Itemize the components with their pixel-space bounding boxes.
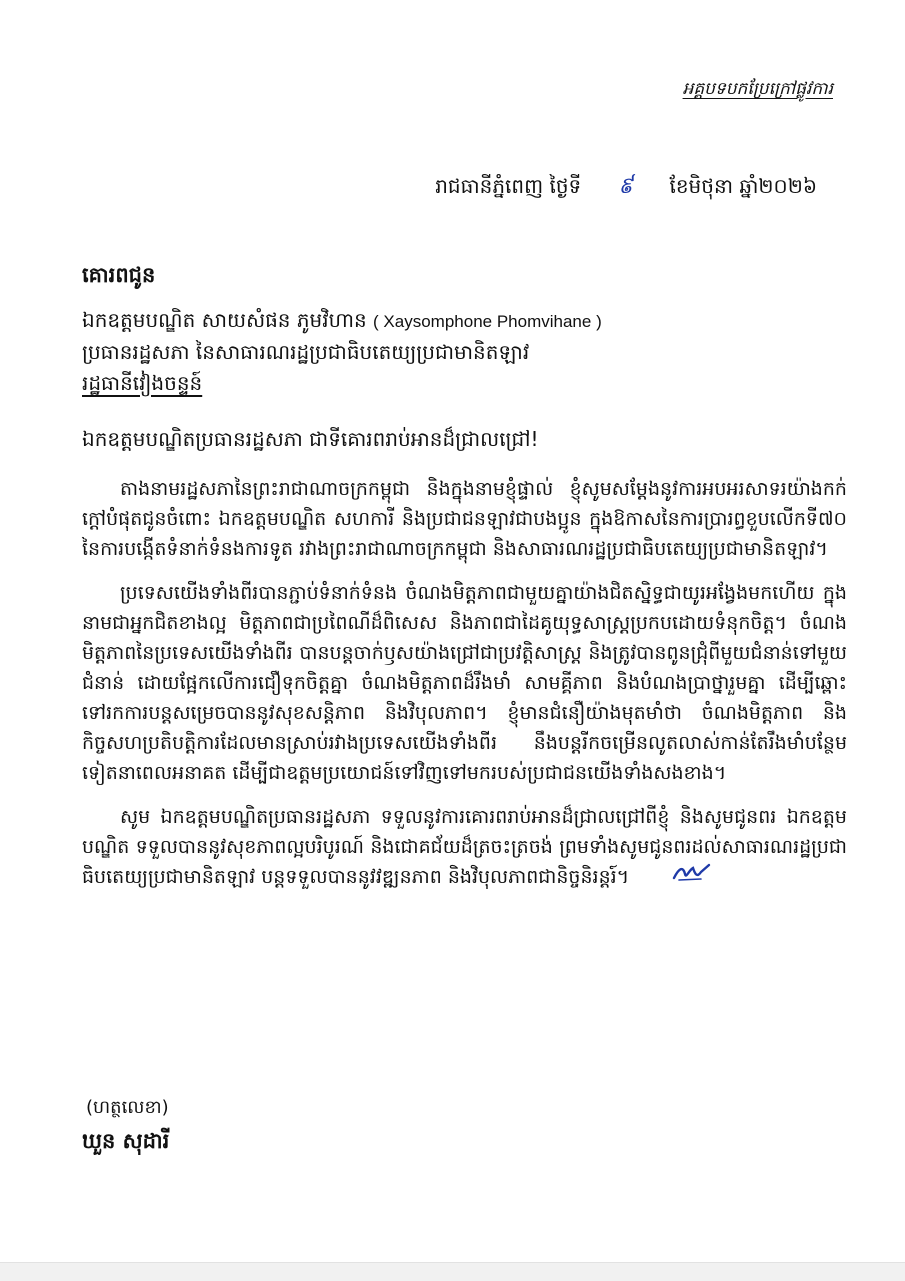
signature-block [82, 1095, 169, 1159]
paragraph-friendship: ប្រទេសយើងទាំងពីរបានភ្ជាប់ទំនាក់ទំនង ចំណងមិត្តភាពជាមួយគ្នាយ៉ាងជិតស្និទ្ធជាយូរអង្វែងមកហើយ ក្នុងនាមជាអ្នកជិតខាងល្អ មិត្តភាពជាប្រពៃណីដ៏ពិសេស និងភាពជាដៃគូយុទ្ធសាស្ត្រប្រកបដោយទំនុកចិត្ត។ ចំណងមិត្តភាពនៃប្រទេសយើងទាំងពីរ បានបន្តចាក់ឫសយ៉ាងជ្រៅជាប្រវត្តិសាស្ត្រ និងត្រូវបានពូនជ្រុំពីមួយជំនាន់ទៅមួយជំនាន់ ដោយផ្អែកលើការជឿទុកចិត្តគ្នា ចំណងមិត្តភាពដ៏រឹងមាំ សាមគ្គីភាព និងបំណងប្រាថ្នារួមគ្នា ដើម្បីឆ្ពោះទៅរកការបន្តសម្រេចបាននូវសុខសន្តិភាព និងវិបុលភាព។ ខ្ញុំមានជំនឿយ៉ាងមុតមាំថា ចំណងមិត្តភាព និងកិច្ចសហប្រតិបត្តិការដែលមានស្រាប់រវាងប្រទេសយើងទាំងពីរ នឹងបន្តរីកចម្រើនលូតលាស់កាន់តែរឹងមាំបន្ថែមទៀតនាពេលអនាគត ដើម្បីជាឧត្តមប្រយោជន៍ទៅវិញទៅមករបស់ប្រជាជនយើងទាំងសងខាង។ [82, 582, 847, 784]
recipient-name-km: ឯកឧត្តមបណ្ឌិត សាយសំផន ភូមវិហាន [82, 308, 367, 332]
recipient-heading: គោរពជូន [82, 263, 156, 287]
recipient-position: ប្រធានរដ្ឋសភា នៃសាធារណរដ្ឋប្រជាធិបតេយ្យប្រជាមានិតឡាវ [82, 340, 530, 364]
date-line [435, 172, 817, 204]
letter-body [82, 474, 847, 907]
recipient-name-latin: ( Xaysomphone Phomvihane ) [373, 312, 602, 331]
signature-title: (ហត្ថលេខា) [86, 1097, 169, 1118]
recipient-city: រដ្ឋធានីវៀងចន្ទន៍ [82, 371, 203, 395]
recipient-block [82, 262, 842, 399]
recipient-name-line [82, 305, 842, 337]
date-prefix: រាជធានីភ្នំពេញ ថ្ងៃទី [435, 174, 582, 198]
paragraph-closing [82, 802, 847, 893]
date-day-handwritten: ៩ [616, 173, 635, 200]
unofficial-translation-note: អគ្គបទបកប្រែក្រៅផ្លូវការ [682, 79, 833, 99]
page-bottom-edge [0, 1262, 905, 1281]
initial-mark-icon [633, 862, 711, 893]
paragraph-congratulations: តាងនាមរដ្ឋសភានៃព្រះរាជាណាចក្រកម្ពុជា និងក្នុងនាមខ្ញុំផ្ទាល់ ខ្ញុំសូមសម្តែងនូវការអបអរសាទរយ៉ាងកក់ក្តៅបំផុតជូនចំពោះ ឯកឧត្តមបណ្ឌិត សហការី និងប្រជាជនឡាវជាបងប្អូន ក្នុងឱកាសនៃការប្រារព្ធខួបលើកទី៧០ នៃការបង្កើតទំនាក់ទំនងការទូត រវាងព្រះរាជាណាចក្រកម្ពុជា និងសាធារណរដ្ឋប្រជាធិបតេយ្យប្រជាមានិតឡាវ។ [82, 478, 847, 560]
salutation: ឯកឧត្តមបណ្ឌិតប្រធានរដ្ឋសភា ជាទីគោរពរាប់អានដ៏ជ្រាលជ្រៅ! [82, 427, 539, 451]
paragraph-closing-text: សូម ឯកឧត្តមបណ្ឌិតប្រធានរដ្ឋសភា ទទួលនូវការគោរពរាប់អានដ៏ជ្រាលជ្រៅពីខ្ញុំ និងសូមជូនពរ ឯកឧត្តមបណ្ឌិត ទទួលបាននូវសុខភាពល្អបរិបូរណ៍ និងជោគជ័យដ៏ត្រចះត្រចង់ ព្រមទាំងសូមជូនពរដល់សាធារណរដ្ឋប្រជាធិបតេយ្យប្រជាមានិតឡាវ បន្តទទួលបាននូវវឌ្ឍនភាព និងវិបុលភាពជានិច្ចនិរន្តរ៍។ [82, 806, 847, 888]
signatory-name: ឃួន សុដារី [82, 1129, 170, 1153]
date-suffix: ខែមិថុនា ឆ្នាំ២០២៦ [669, 174, 817, 198]
